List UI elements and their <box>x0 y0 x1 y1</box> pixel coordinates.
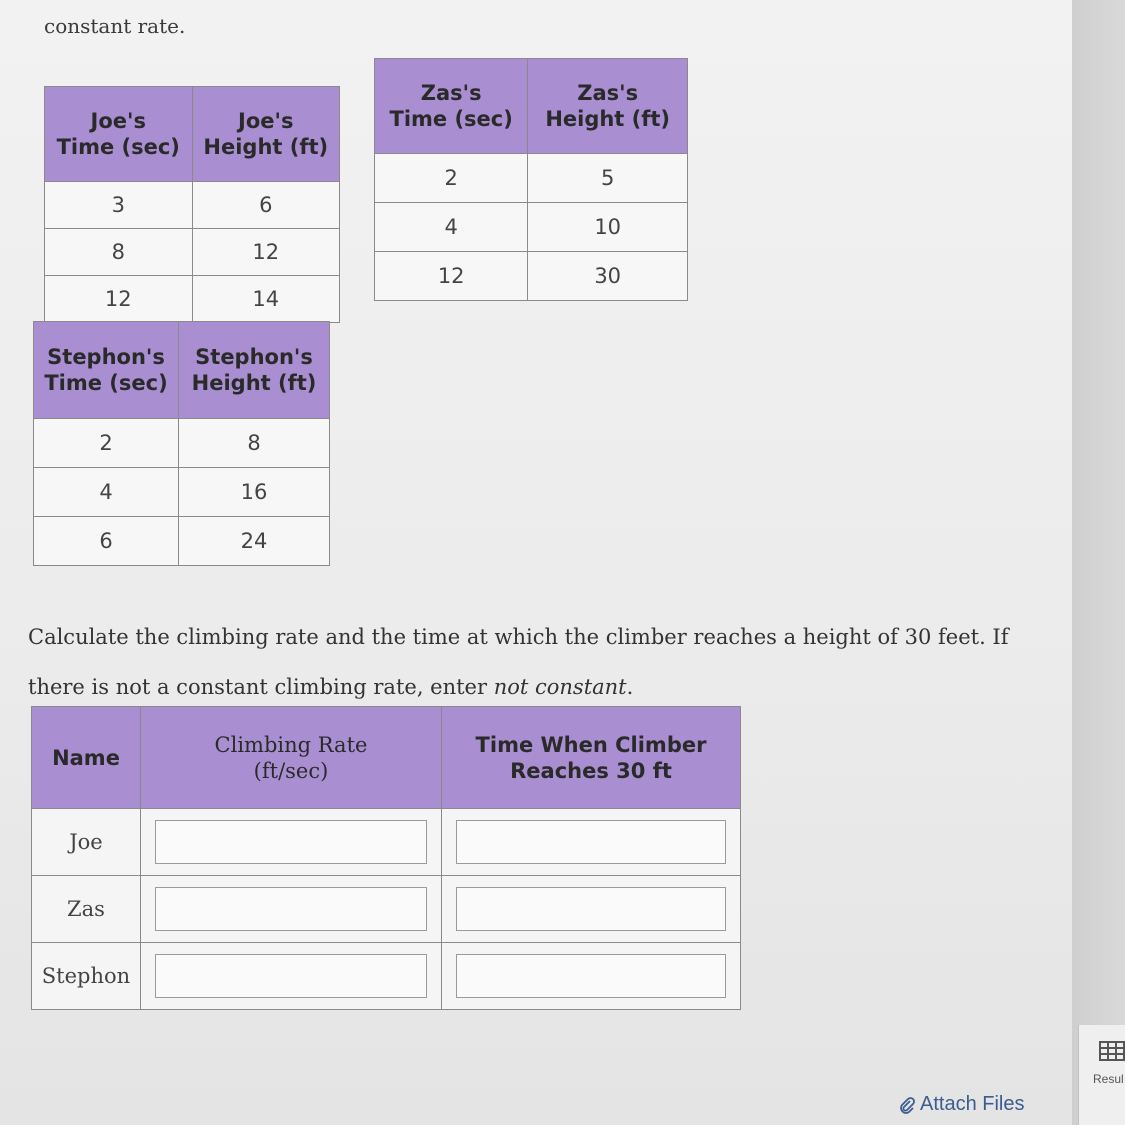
stephon-height-cell: 24 <box>179 517 330 566</box>
intro-text: constant rate. <box>44 14 186 38</box>
results-label: Resul <box>1093 1072 1124 1086</box>
answer-time-header: Time When Climber Reaches 30 ft <box>442 707 741 809</box>
joe-data-table <box>44 86 340 323</box>
zas-time-input[interactable] <box>456 887 726 931</box>
zas-data-table <box>374 58 688 301</box>
table-row <box>375 154 688 203</box>
stephon-time-cell: 2 <box>34 419 179 468</box>
table-row <box>32 809 741 876</box>
stephon-time-input[interactable] <box>456 954 726 998</box>
stephon-height-cell: 8 <box>179 419 330 468</box>
table-row <box>32 943 741 1010</box>
results-button[interactable] <box>1078 1025 1125 1125</box>
stephon-rate-input[interactable] <box>155 954 427 998</box>
grid-icon <box>1099 1041 1125 1061</box>
joe-time-cell: 8 <box>45 229 193 276</box>
attach-files-label: Attach Files <box>920 1093 1025 1115</box>
joe-height-cell: 6 <box>192 182 340 229</box>
table-row <box>34 468 330 517</box>
zas-time-header: Zas's Time (sec) <box>375 59 528 154</box>
zas-time-cell: 2 <box>375 154 528 203</box>
table-row <box>45 229 340 276</box>
stephon-time-cell: 6 <box>34 517 179 566</box>
joe-height-cell: 12 <box>192 229 340 276</box>
stephon-time-cell: 4 <box>34 468 179 517</box>
joe-time-header: Joe's Time (sec) <box>45 87 193 182</box>
zas-time-cell: 4 <box>375 203 528 252</box>
answer-table <box>31 706 741 1010</box>
stephon-data-table <box>33 321 330 566</box>
answer-rate-header: Climbing Rate (ft/sec) <box>141 707 442 809</box>
zas-height-header: Zas's Height (ft) <box>528 59 688 154</box>
zas-height-cell: 5 <box>528 154 688 203</box>
answer-name-header: Name <box>32 707 141 809</box>
question-emphasis: not constant <box>493 675 627 699</box>
table-row <box>45 276 340 323</box>
table-row <box>34 517 330 566</box>
stephon-height-cell: 16 <box>179 468 330 517</box>
table-row <box>375 203 688 252</box>
attach-files-button[interactable] <box>898 1093 1024 1116</box>
stephon-height-header: Stephon's Height (ft) <box>179 322 330 419</box>
answer-row-name: Zas <box>32 876 141 943</box>
right-sidebar <box>1072 0 1125 1125</box>
table-row <box>32 876 741 943</box>
joe-height-header: Joe's Height (ft) <box>192 87 340 182</box>
zas-rate-input[interactable] <box>155 887 427 931</box>
zas-time-cell: 12 <box>375 252 528 301</box>
zas-height-cell: 30 <box>528 252 688 301</box>
zas-height-cell: 10 <box>528 203 688 252</box>
joe-time-cell: 12 <box>45 276 193 323</box>
joe-rate-input[interactable] <box>155 820 427 864</box>
answer-row-name: Stephon <box>32 943 141 1010</box>
stephon-time-header: Stephon's Time (sec) <box>34 322 179 419</box>
table-row <box>45 182 340 229</box>
question-prompt: Calculate the climbing rate and the time at which the climber reaches a height of 30 feet. If there is not a constant climbing rate, enter not constant. <box>28 625 1009 699</box>
table-row <box>375 252 688 301</box>
paperclip-icon <box>898 1096 916 1114</box>
joe-height-cell: 14 <box>192 276 340 323</box>
table-row <box>34 419 330 468</box>
joe-time-cell: 3 <box>45 182 193 229</box>
answer-row-name: Joe <box>32 809 141 876</box>
joe-time-input[interactable] <box>456 820 726 864</box>
